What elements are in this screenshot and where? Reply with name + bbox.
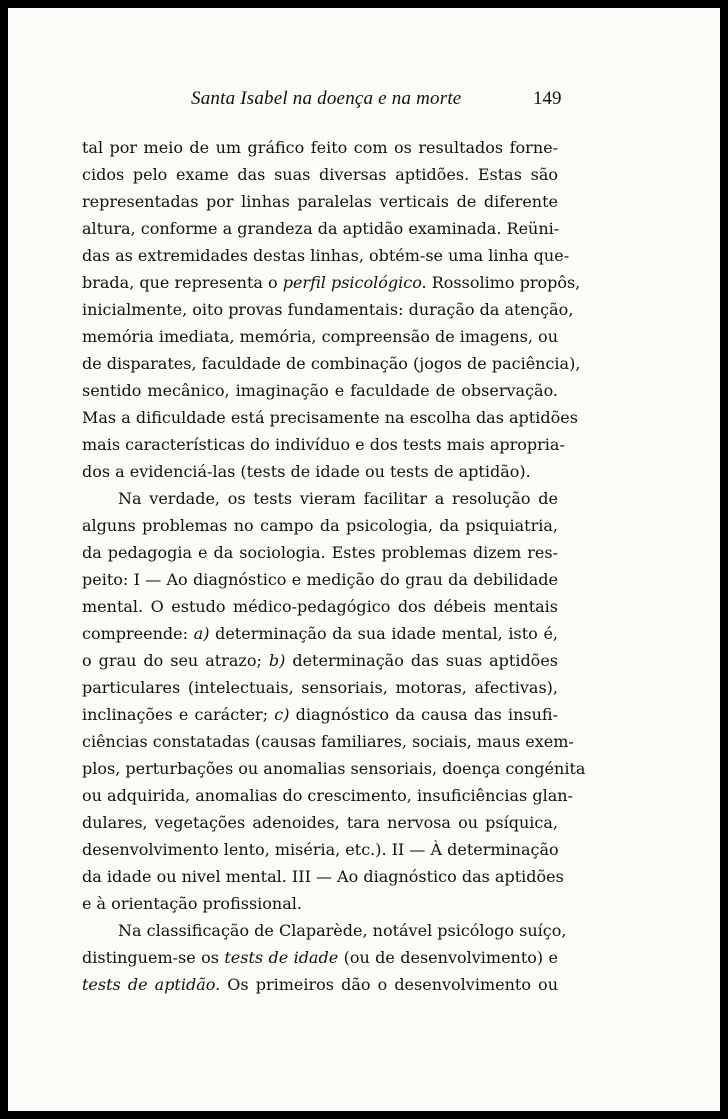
text-run: Rossolimo propôs,	[426, 273, 581, 292]
text-line: Na classificação de Claparède, notável psicólogo suíço,	[118, 921, 567, 940]
text-line	[82, 702, 558, 728]
text-run: diagnóstico da causa das insufi-	[289, 705, 559, 724]
text-line: dulares, vegetações adenoides, tara nervosa ou psíquica,	[82, 813, 558, 832]
text-line: da pedagogia e da sociologia. Estes problemas dizem res-	[82, 543, 558, 562]
text-line: sentido mecânico, imaginação e faculdade de observação.	[82, 381, 558, 400]
text-line: e à orientação profissional.	[82, 894, 302, 913]
text-line: memória imediata, memória, compreensão de imagens, ou	[82, 327, 558, 346]
text-line	[82, 270, 581, 296]
text-line: ciências constatadas (causas familiares, sociais, maus exem-	[82, 732, 574, 751]
text-line: inicialmente, oito provas fundamentais: duração da atenção,	[82, 300, 574, 319]
text-line: mental. O estudo médico-pedagógico dos débeis mentais	[82, 597, 558, 616]
text-run: inclinações e carácter;	[82, 705, 275, 724]
text-line	[82, 945, 558, 971]
text-line: altura, conforme a grandeza da aptidão examinada. Reüni-	[82, 219, 560, 238]
text-line: alguns problemas no campo da psicologia, da psiquiatria,	[82, 516, 558, 535]
text-line: plos, perturbações ou anomalias sensoriais, doença congénita	[82, 759, 586, 778]
text-line: mais características do indivíduo e dos tests mais apropria-	[82, 435, 565, 454]
italic-term: c)	[274, 705, 290, 724]
text-run: brada, que representa o	[82, 273, 283, 292]
running-head	[8, 88, 720, 112]
text-line: dos a evidenciá-las (tests de idade ou tests de aptidão).	[82, 462, 531, 481]
text-line: representadas por linhas paralelas verticais de diferente	[82, 192, 558, 211]
text-line: das as extremidades destas linhas, obtém-se uma linha que-	[82, 246, 570, 265]
text-line: tal por meio de um gráfico feito com os resultados forne-	[82, 138, 558, 157]
text-run: o grau do seu atrazo;	[82, 651, 269, 670]
book-page	[8, 8, 720, 1111]
italic-term: b)	[268, 651, 286, 670]
italic-term: perfil psicológico.	[282, 273, 427, 292]
text-line: de disparates, faculdade de combinação (jogos de paciência),	[82, 354, 581, 373]
running-title: Santa Isabel na doença e na morte	[191, 88, 462, 109]
text-line	[82, 621, 558, 647]
italic-term: a)	[193, 624, 210, 643]
text-line: peito: I — Ao diagnóstico e medição do grau da debilidade	[82, 570, 558, 589]
text-run: Os primeiros dão o desenvolvimento ou	[220, 975, 558, 994]
text-run: distinguem-se os	[82, 948, 225, 967]
page-number: 149	[533, 88, 562, 109]
text-run: compreende:	[82, 624, 194, 643]
text-run: determinação da sua idade mental, isto é,	[209, 624, 558, 643]
text-line: da idade ou nivel mental. III — Ao diagnóstico das aptidões	[82, 867, 564, 886]
text-line: ou adquirida, anomalias do crescimento, insuficiências glan-	[82, 786, 573, 805]
text-run: (ou de desenvolvimento) e	[338, 948, 558, 967]
text-run: determinação das suas aptidões	[285, 651, 558, 670]
text-line: desenvolvimento lento, miséria, etc.). II — À determinação	[82, 840, 559, 859]
text-line: Mas a dificuldade está precisamente na escolha das aptidões	[82, 408, 578, 427]
italic-term: tests de idade	[224, 948, 339, 967]
text-line: particulares (intelectuais, sensoriais, motoras, afectivas),	[82, 678, 558, 697]
text-line: Na verdade, os tests vieram facilitar a resolução de	[118, 489, 558, 508]
text-line	[82, 972, 558, 998]
italic-term: tests de aptidão.	[82, 975, 221, 994]
text-line: cidos pelo exame das suas diversas aptidões. Estas são	[82, 165, 558, 184]
text-line	[82, 648, 558, 674]
